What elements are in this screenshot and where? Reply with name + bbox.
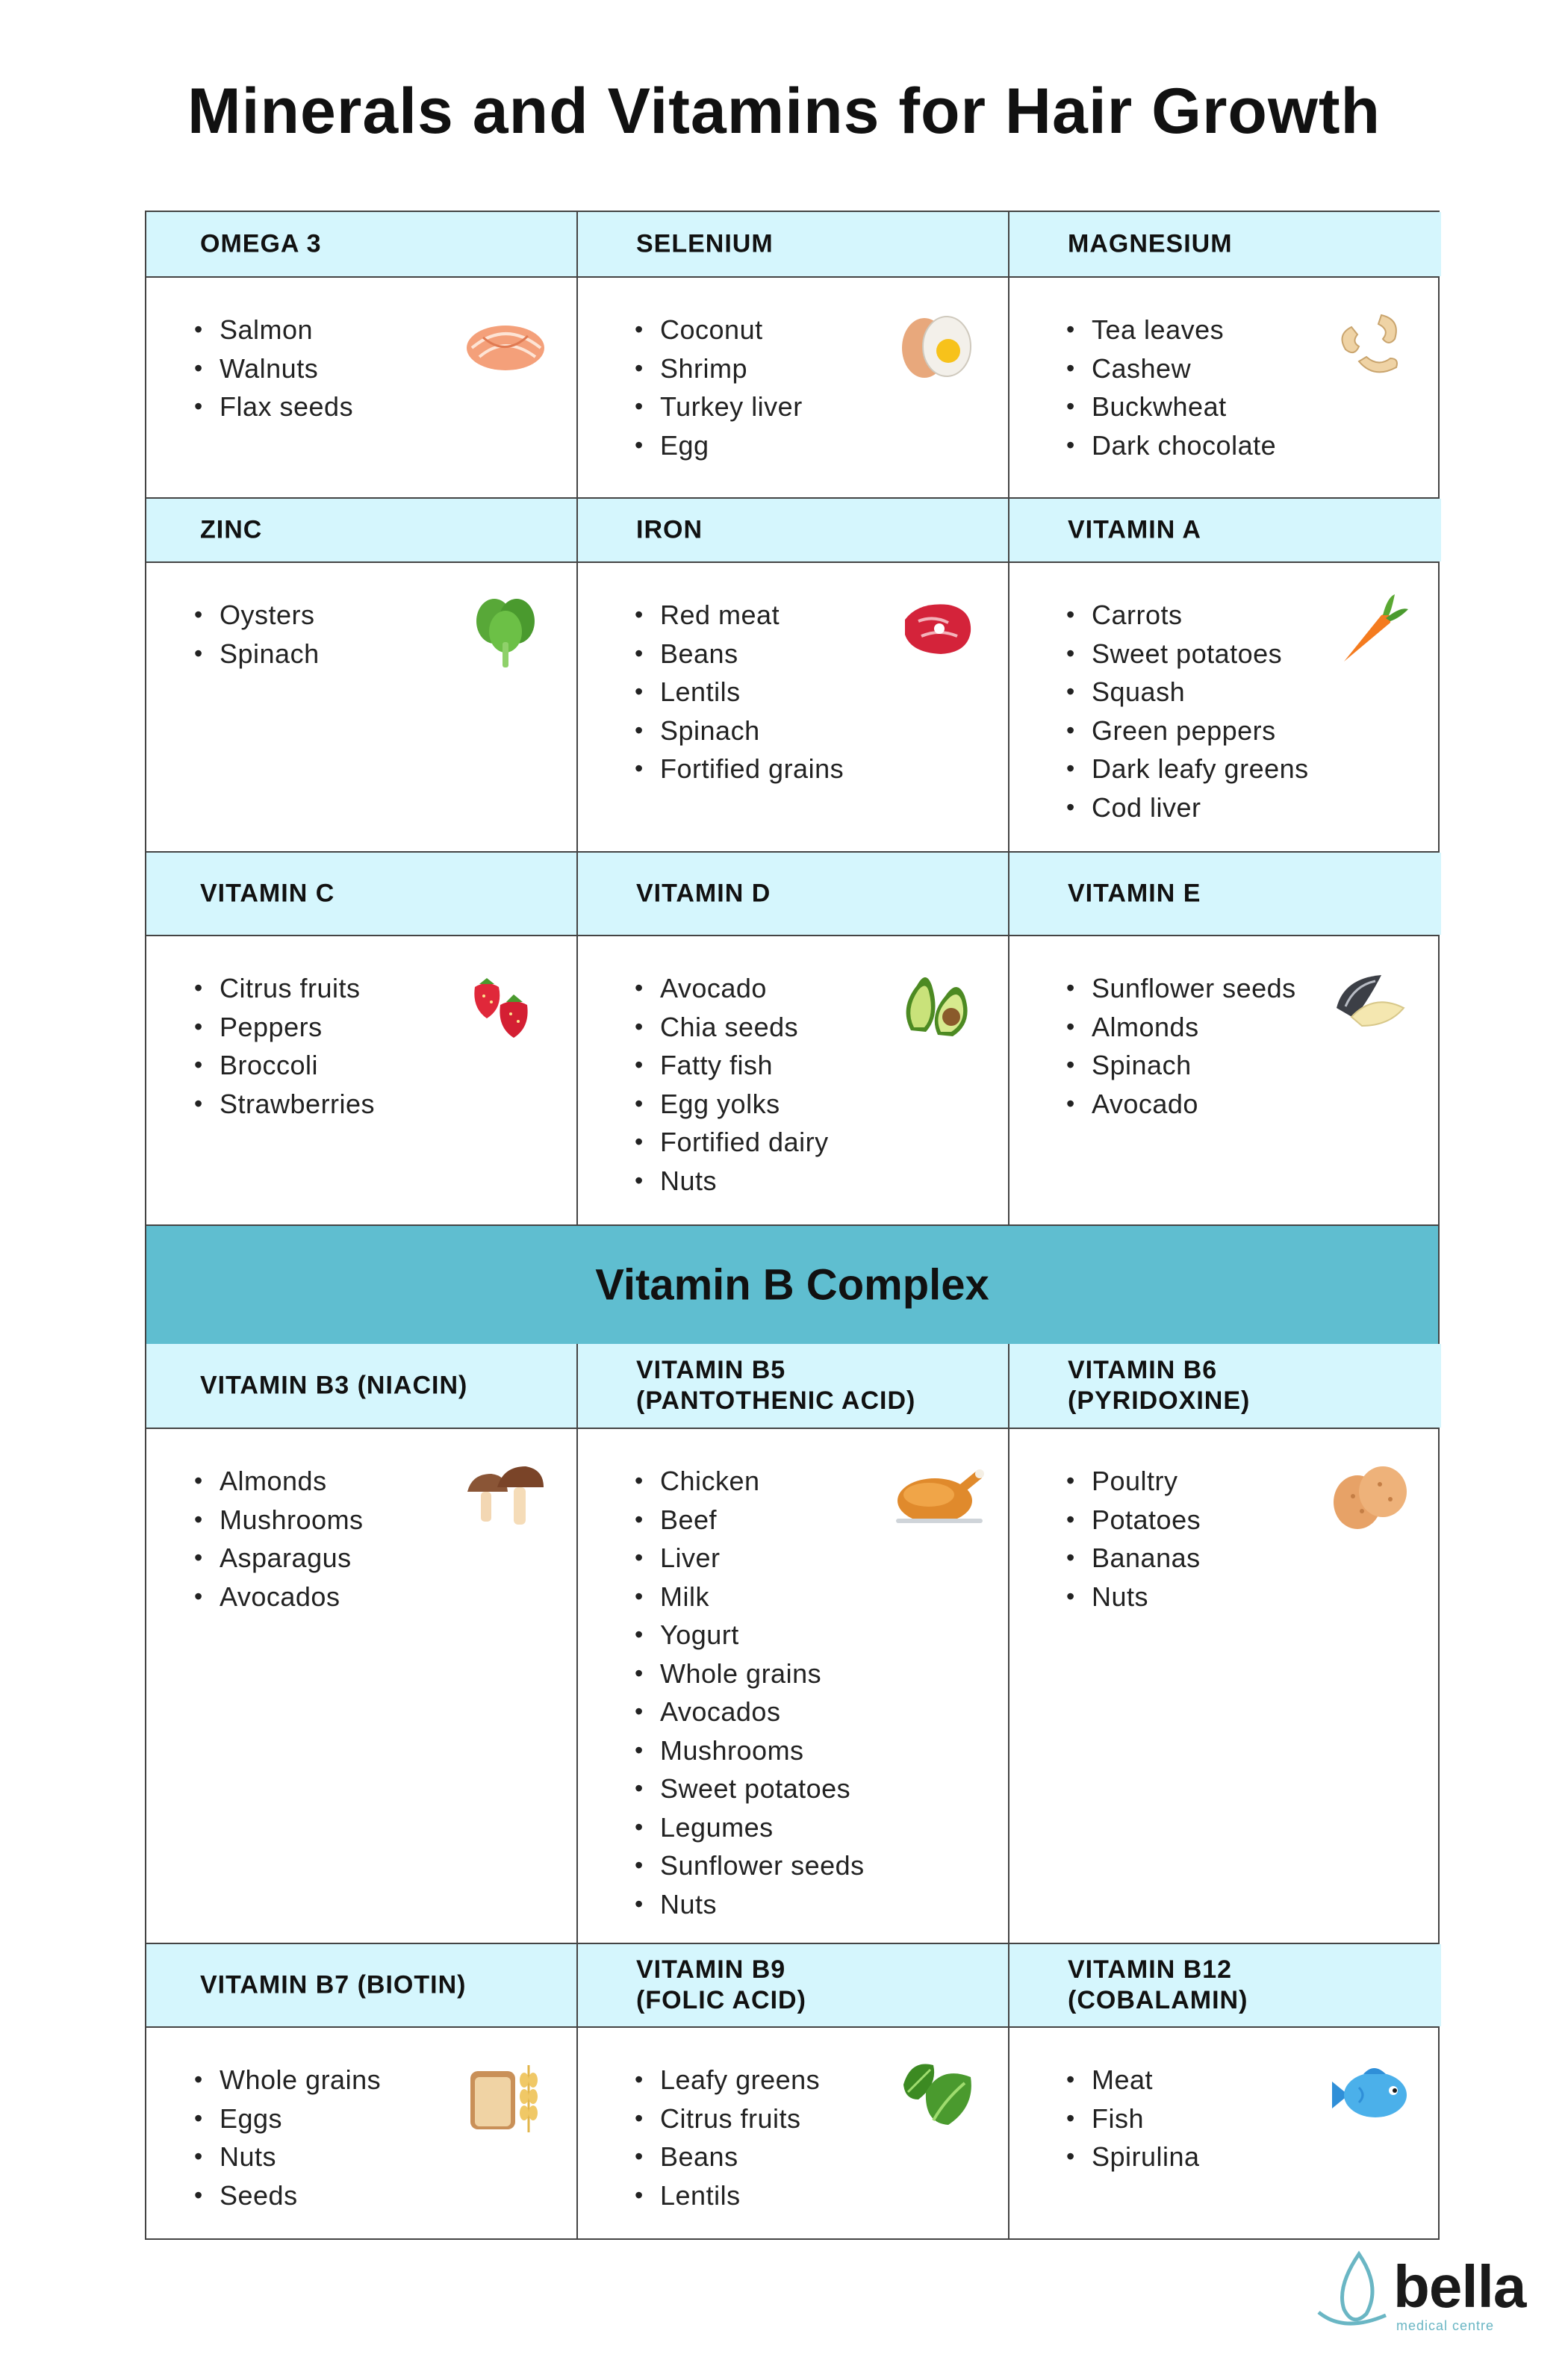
- list-item: • Egg yolks: [635, 1085, 829, 1124]
- header-row: [146, 851, 1438, 935]
- potato-icon: [1329, 1456, 1411, 1538]
- list-item: • Leafy greens: [635, 2061, 820, 2099]
- list-item: • Egg: [635, 426, 803, 465]
- food-list: [194, 596, 320, 673]
- list-item: • Mushrooms: [635, 1731, 865, 1770]
- list-item: • Beans: [635, 635, 844, 673]
- list-item: • Sunflower seeds: [635, 1846, 865, 1885]
- list-item: • Coconut: [635, 311, 803, 349]
- food-cell: [146, 563, 578, 851]
- list-item: • Fortified dairy: [635, 1123, 829, 1162]
- food-list: [194, 969, 375, 1123]
- list-item: • Red meat: [635, 596, 844, 635]
- food-list: [194, 1462, 364, 1616]
- list-item: • Nuts: [194, 2138, 381, 2176]
- nutrient-header: OMEGA 3: [200, 229, 322, 258]
- food-cell: [578, 563, 1009, 851]
- list-item: • Beef: [635, 1501, 865, 1540]
- food-cell: [578, 936, 1009, 1224]
- nutrient-header: VITAMIN D: [636, 879, 771, 908]
- salmon-icon: [464, 305, 547, 387]
- food-list: [194, 311, 353, 426]
- food-cell: [146, 2028, 578, 2238]
- nutrient-header: VITAMIN B12 (COBALAMIN): [1068, 1955, 1248, 2014]
- list-item: • Almonds: [1066, 1008, 1296, 1047]
- food-list: [1066, 311, 1276, 464]
- list-item: • Nuts: [635, 1162, 829, 1201]
- list-item: • Fish: [1066, 2099, 1200, 2138]
- list-item: • Citrus fruits: [635, 2099, 820, 2138]
- list-item: • Potatoes: [1066, 1501, 1201, 1540]
- list-item: • Peppers: [194, 1008, 375, 1047]
- list-item: • Salmon: [194, 311, 353, 349]
- nutrient-header: VITAMIN B7 (BIOTIN): [200, 1970, 467, 1999]
- nutrient-header: VITAMIN C: [200, 879, 335, 908]
- food-cell: [1009, 2028, 1441, 2238]
- nutrient-header: VITAMIN E: [1068, 879, 1201, 908]
- roast-chicken-icon: [890, 1456, 987, 1538]
- list-item: • Yogurt: [635, 1616, 865, 1655]
- list-item: • Chia seeds: [635, 1008, 829, 1047]
- list-item: • Liver: [635, 1539, 865, 1578]
- egg-icon: [896, 305, 978, 387]
- fish-icon: [1329, 2055, 1411, 2137]
- list-item: • Whole grains: [635, 1655, 865, 1693]
- food-row: [146, 1428, 1438, 1943]
- list-item: • Chicken: [635, 1462, 865, 1501]
- list-item: • Almonds: [194, 1462, 364, 1501]
- list-item: • Avocado: [1066, 1085, 1296, 1124]
- list-item: • Strawberries: [194, 1085, 375, 1124]
- header-row: [146, 497, 1438, 561]
- list-item: • Green peppers: [1066, 712, 1309, 750]
- header-row: [146, 1943, 1438, 2026]
- strawberry-icon: [464, 963, 547, 1045]
- nutrient-table: [145, 211, 1440, 2240]
- drop-leaf-icon: [1314, 2250, 1392, 2341]
- list-item: • Cashew: [1066, 349, 1276, 388]
- list-item: • Nuts: [635, 1885, 865, 1924]
- food-list: [635, 2061, 820, 2214]
- list-item: • Bananas: [1066, 1539, 1201, 1578]
- food-list: [635, 1462, 865, 1923]
- bread-wheat-icon: [464, 2055, 547, 2137]
- list-item: • Spinach: [1066, 1046, 1296, 1085]
- food-list: [1066, 1462, 1201, 1616]
- food-list: [635, 311, 803, 464]
- list-item: • Avocados: [635, 1693, 865, 1731]
- food-list: [1066, 969, 1296, 1123]
- nutrient-header: VITAMIN A: [1068, 515, 1201, 544]
- list-item: • Mushrooms: [194, 1501, 364, 1540]
- list-item: • Spirulina: [1066, 2138, 1200, 2176]
- list-item: • Avocados: [194, 1578, 364, 1616]
- food-cell: [146, 1429, 578, 1943]
- food-cell: [1009, 563, 1441, 851]
- list-item: • Beans: [635, 2138, 820, 2176]
- list-item: • Buckwheat: [1066, 387, 1276, 426]
- header-row: [146, 212, 1438, 276]
- list-item: • Asparagus: [194, 1539, 364, 1578]
- list-item: • Carrots: [1066, 596, 1309, 635]
- list-item: • Eggs: [194, 2099, 381, 2138]
- list-item: • Oysters: [194, 596, 320, 635]
- list-item: • Sunflower seeds: [1066, 969, 1296, 1008]
- list-item: • Broccoli: [194, 1046, 375, 1085]
- food-list: [194, 2061, 381, 2214]
- list-item: • Whole grains: [194, 2061, 381, 2099]
- list-item: • Legumes: [635, 1808, 865, 1847]
- list-item: • Poultry: [1066, 1462, 1201, 1501]
- list-item: • Meat: [1066, 2061, 1200, 2099]
- list-item: • Squash: [1066, 673, 1309, 712]
- list-item: • Cod liver: [1066, 788, 1309, 827]
- list-item: • Flax seeds: [194, 387, 353, 426]
- avocado-icon: [896, 963, 978, 1045]
- food-cell: [146, 936, 578, 1224]
- list-item: • Nuts: [1066, 1578, 1201, 1616]
- logo-tagline: medical centre: [1396, 2318, 1495, 2333]
- list-item: • Lentils: [635, 673, 844, 712]
- food-cell: [1009, 278, 1441, 497]
- food-list: [635, 596, 844, 788]
- nutrient-header: VITAMIN B3 (NIACIN): [200, 1371, 468, 1400]
- food-row: [146, 561, 1438, 851]
- food-cell: [578, 278, 1009, 497]
- food-row: [146, 935, 1438, 1224]
- list-item: • Seeds: [194, 2176, 381, 2215]
- carrot-icon: [1329, 590, 1411, 672]
- sunflower-seeds-icon: [1329, 963, 1411, 1045]
- list-item: • Sweet potatoes: [1066, 635, 1309, 673]
- list-item: • Fatty fish: [635, 1046, 829, 1085]
- page-title: Minerals and Vitamins for Hair Growth: [187, 75, 1381, 147]
- list-item: • Turkey liver: [635, 387, 803, 426]
- food-list: [1066, 2061, 1200, 2176]
- brand-logo: [1314, 2245, 1538, 2342]
- nutrient-header: MAGNESIUM: [1068, 229, 1233, 258]
- leafy-greens-icon: [896, 2055, 978, 2137]
- section-title: Vitamin B Complex: [595, 1260, 989, 1310]
- list-item: • Dark leafy greens: [1066, 750, 1309, 788]
- food-cell: [578, 2028, 1009, 2238]
- nutrient-header: IRON: [636, 515, 703, 544]
- nutrient-header: SELENIUM: [636, 229, 774, 258]
- list-item: • Spinach: [194, 635, 320, 673]
- list-item: • Avocado: [635, 969, 829, 1008]
- mushroom-icon: [464, 1456, 547, 1538]
- list-item: • Milk: [635, 1578, 865, 1616]
- list-item: • Fortified grains: [635, 750, 844, 788]
- food-row: [146, 2026, 1438, 2238]
- list-item: • Sweet potatoes: [635, 1769, 865, 1808]
- red-meat-icon: [896, 590, 978, 672]
- section-bar: [146, 1224, 1438, 1344]
- food-list: [1066, 596, 1309, 827]
- food-cell: [146, 278, 578, 497]
- food-cell: [578, 1429, 1009, 1943]
- list-item: • Citrus fruits: [194, 969, 375, 1008]
- nutrient-header: VITAMIN B5 (PANTOTHENIC ACID): [636, 1356, 916, 1415]
- food-row: [146, 276, 1438, 497]
- nutrient-header: ZINC: [200, 515, 263, 544]
- header-row: [146, 1344, 1438, 1428]
- spinach-icon: [464, 590, 547, 672]
- list-item: • Walnuts: [194, 349, 353, 388]
- list-item: • Dark chocolate: [1066, 426, 1276, 465]
- food-list: [635, 969, 829, 1200]
- food-cell: [1009, 936, 1441, 1224]
- list-item: • Lentils: [635, 2176, 820, 2215]
- list-item: • Spinach: [635, 712, 844, 750]
- nutrient-header: VITAMIN B6 (PYRIDOXINE): [1068, 1356, 1251, 1415]
- logo-name: bella: [1393, 2253, 1526, 2320]
- food-cell: [1009, 1429, 1441, 1943]
- list-item: • Shrimp: [635, 349, 803, 388]
- nutrient-header: VITAMIN B9 (FOLIC ACID): [636, 1955, 806, 2014]
- cashew-icon: [1329, 305, 1411, 387]
- list-item: • Tea leaves: [1066, 311, 1276, 349]
